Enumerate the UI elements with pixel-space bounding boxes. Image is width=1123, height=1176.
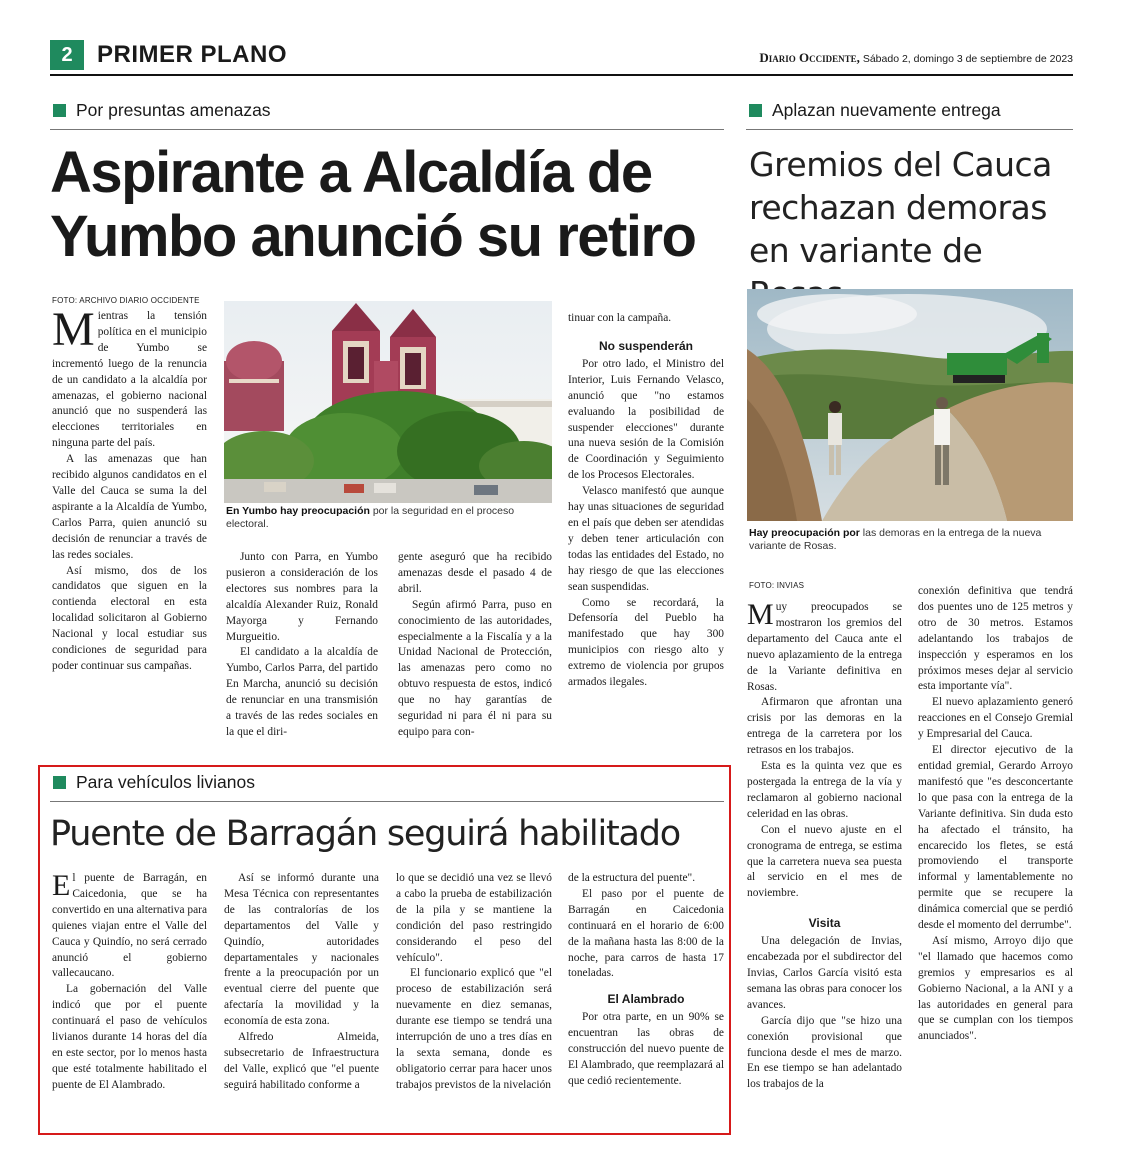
road-works-photo bbox=[747, 289, 1073, 521]
paragraph: Como se recordará, la Defensoría del Pueblo ha manifestado que hay 300 municipios con riesgo alto y extremo de violencia por grupos armados ilegales. bbox=[568, 596, 724, 689]
page-number: 2 bbox=[50, 40, 84, 70]
paragraph: Afirmaron que afrontan una crisis por las demoras en la entrega de la carretera por los retrasos en los trabajos. bbox=[747, 696, 902, 757]
story1-caption-rest: por la seguridad en el proceso electoral. bbox=[226, 505, 515, 530]
drop-cap: M bbox=[747, 598, 774, 631]
paragraph: tinuar con la campaña. bbox=[568, 312, 672, 324]
story1-headline-line1: Aspirante a Alcaldía de bbox=[50, 140, 652, 205]
paragraph: l puente de Barragán, en Caicedonia, que se ha convertido en una alternativa para quienes viajan entre el Valle del Cauca y Quindío, no será cerrado anunció el gobierno vallecaucano. bbox=[52, 872, 207, 980]
subheading: No suspenderán bbox=[598, 338, 694, 353]
paragraph: El director ejecutivo de la entidad gremial, Gerardo Arroyo manifestó que "es desconcertante lo que pasa con la entrega de la Variante definitiva. Sin duda esto ha afectado el tránsito, ha encarecido los fletes, se está promoviendo el transporte informal y lamentablemente no permite que se recupere la dinámica comercial que se perdió desde el momento del derrumbe". bbox=[918, 744, 1073, 932]
story2-column-1 bbox=[747, 600, 902, 1093]
story2-kicker-text: Aplazan nuevamente entrega bbox=[772, 100, 1001, 120]
paragraph: García dijo que "se hizo una conexión provisional que funciona desde el mes de marzo. En ese tiempo se han adelantado los trabajos de la bbox=[747, 1014, 902, 1091]
church-photo bbox=[224, 301, 552, 503]
section-title: PRIMER PLANO bbox=[97, 41, 288, 68]
story1-kicker-rule bbox=[50, 129, 724, 130]
paragraph: La gobernación del Valle indicó que por el puente continuará el paso de vehículos livianos durante 14 horas del día en este sector, por lo menos hasta que esté totalmente habilitado el puente de El Alambrado. bbox=[52, 983, 207, 1091]
subheading: Visita bbox=[808, 916, 841, 931]
paragraph: ientras la tensión política en el municipio de Yumbo se incrementó luego de la renuncia de un candidato a la alcaldía por amenazas, el gobierno nacional anunció que no suspenderá las elecciones territoriales en ninguna parte del país. bbox=[52, 310, 207, 450]
paragraph: Esta es la quinta vez que es postergada la entrega de la vía y reclamaron al gobierno nacional celeridad en las obras. bbox=[747, 760, 902, 820]
drop-cap: E bbox=[52, 869, 71, 902]
paragraph: Velasco manifestó que aunque hay unas situaciones de seguridad en el país que deben ser atendidas y deben tener articulación con todas las entidades del Estado, no hay riesgo de que las elecciones sean suspendidas. bbox=[568, 485, 724, 593]
story3-kicker-rule bbox=[50, 801, 724, 802]
paragraph: de la estructura del puente". bbox=[568, 872, 696, 884]
story1-column-2 bbox=[226, 550, 378, 741]
story3-column-4 bbox=[568, 871, 724, 1090]
paragraph: El paso por el puente de Barragán en Caicedonia continuará en el horario de 6:00 de la mañana hasta las 8:00 de la noche, para carros de hasta 17 toneladas. bbox=[568, 887, 724, 980]
paragraph: uy preocupados se mostraron los gremios del departamento del Cauca ante el nuevo aplazamiento de la entrega de la Variante definitiva en Rosas. bbox=[747, 601, 902, 693]
story2-headline-line2: rechazan demoras bbox=[749, 188, 1047, 227]
paragraph: El nuevo aplazamiento generó reacciones en el Consejo Gremial y Empresarial del Cauca. bbox=[918, 696, 1073, 741]
paragraph: Con el nuevo ajuste en el cronograma de entrega, se estima que la carretera nueva sea puesta al servicio en el mes de noviembre. bbox=[747, 823, 902, 900]
paragraph: Así mismo, dos de los candidatos que siguen en la contienda electoral en esta localidad solicitaron al Gobierno Nacional y local estudiar sus condiciones de seguridad para poder continuar sus campañas. bbox=[52, 564, 207, 672]
story2-headline-line1: Gremios del Cauca bbox=[749, 145, 1052, 184]
paragraph: Por otra parte, en un 90% se encuentran las obras de construcción del nuevo puente de El Alambrado, que reemplazará al que cedió recientemente. bbox=[568, 1011, 724, 1087]
road-illustration bbox=[747, 289, 1073, 521]
paragraph: Así se informó durante una Mesa Técnica con representantes de las contralorías de los departamentos del Valle y Quindío, autoridades departamentales y nacionales frente a la preocupación por un eventual cierre del puente que afectaría la movilidad y la economía de esta zona. bbox=[224, 872, 379, 1028]
story1-caption bbox=[226, 505, 552, 531]
paragraph: conexión definitiva que tendrá dos puentes uno de 125 metros y otro de 30 metros. Estamos adelantando los trabajos de inspección y esperamos en los próximos meses dejar al servicio esta importante vía". bbox=[918, 585, 1073, 693]
story1-headline bbox=[50, 141, 740, 269]
newspaper-name: Diario Occidente, bbox=[759, 50, 860, 65]
subheading: El Alambrado bbox=[607, 992, 685, 1007]
paragraph: gente aseguró que ha recibido amenazas desde el pasado 4 de abril. bbox=[398, 551, 552, 595]
story3-column-3 bbox=[396, 871, 552, 1094]
paragraph: Por otro lado, el Ministro del Interior, Luis Fernando Velasco, anunció que "no estamos evaluando la posibilidad de suspender elecciones" durante una nueva sesión de la Comisión de Coordinación y Seguimiento de los Procesos Electorales. bbox=[568, 357, 724, 482]
story1-headline-line2: Yumbo anunció su retiro bbox=[50, 204, 696, 269]
church-illustration bbox=[224, 301, 552, 503]
drop-cap: M bbox=[52, 303, 95, 356]
story1-column-3 bbox=[398, 550, 552, 741]
story3-column-2 bbox=[224, 871, 379, 1094]
kicker-square-icon bbox=[53, 104, 66, 117]
paragraph: Junto con Parra, en Yumbo pusieron a consideración de los electores sus nombres para la alcaldía Alexander Ruiz, Ronald Mayorga y Fernando Murgueitio. bbox=[226, 551, 378, 643]
paragraph: Así mismo, Arroyo dijo que "el llamado que hacemos como gremios y empresarios es al Gobierno Nacional, a la ANI y a las autoridades en general para que se cumplan con los tiempos anunciados". bbox=[918, 934, 1073, 1043]
paragraph: A las amenazas que han recibido algunos candidatos en el Valle del Cauca se suma la del aspirante a la Alcaldía de Yumbo, Carlos Parra, quien anunció su decisión de renunciar a través de las redes sociales. bbox=[52, 453, 207, 561]
paragraph: Una delegación de Invias, encabezada por el subdirector del Invias, Carlos García visitó esta semana las obras para conocer los avances. bbox=[747, 935, 902, 1011]
story2-photo-credit: FOTO: INVIAS bbox=[749, 581, 805, 590]
paragraph: Alfredo Almeida, subsecretario de Infraestructura del Valle, explicó que "el puente seguirá habilitado conforme a bbox=[224, 1031, 379, 1091]
story1-caption-bold: En Yumbo hay preocupación bbox=[226, 505, 370, 517]
kicker-square-icon bbox=[749, 104, 762, 117]
story2-kicker bbox=[749, 99, 1001, 121]
story2-caption-bold: Hay preocupación por bbox=[749, 527, 860, 539]
kicker-square-icon bbox=[53, 776, 66, 789]
story1-column-4 bbox=[568, 311, 724, 691]
dateline bbox=[759, 50, 1073, 66]
story2-caption-rest: las demoras en la entrega de la nueva variante de Rosas. bbox=[749, 527, 1042, 552]
story3-column-1 bbox=[52, 871, 207, 1094]
publication-date: Sábado 2, domingo 3 de septiembre de 2023 bbox=[859, 53, 1073, 65]
story2-headline-line3: en variante de bbox=[749, 231, 983, 270]
paragraph: El funcionario explicó que "el proceso de estabilización será nuevamente en diez semanas, durante ese tiempo se tendrá una interrupción de uno a tres días en la sexta semana, donde es obligatorio cerrar para hacer unos trabajos previstos de la nivelación bbox=[396, 967, 552, 1091]
story3-kicker bbox=[53, 771, 255, 793]
story1-photo-credit: FOTO: ARCHIVO DIARIO OCCIDENTE bbox=[52, 296, 200, 305]
story3-headline: Puente de Barragán seguirá habilitado bbox=[50, 814, 680, 854]
story3-kicker-text: Para vehículos livianos bbox=[76, 772, 255, 792]
paragraph: Según afirmó Parra, puso en conocimiento de las autoridades, especialmente a la Fiscalía y a la Unidad Nacional de Protección, las amenazas pero como no obtuvo respuesta de estos, indicó que no hay garantías de seguridad ni para él ni para su equipo para con- bbox=[398, 598, 552, 738]
story1-kicker-text: Por presuntas amenazas bbox=[76, 100, 271, 120]
story2-caption bbox=[749, 527, 1075, 553]
paragraph: El candidato a la alcaldía de Yumbo, Carlos Parra, del partido En Marcha, anunció su decisión de renunciar en una transmisión a través de las redes sociales en la que el diri- bbox=[226, 646, 378, 738]
story1-column-1 bbox=[52, 303, 207, 675]
story2-kicker-rule bbox=[746, 129, 1073, 130]
story1-kicker bbox=[53, 99, 271, 121]
story2-column-2 bbox=[918, 584, 1073, 1045]
paragraph: lo que se decidió una vez se llevó a cabo la prueba de estabilización de la pila y se mantiene la condición del paso restringido considerando el peso del vehículo". bbox=[396, 872, 552, 964]
header-rule bbox=[50, 74, 1073, 76]
